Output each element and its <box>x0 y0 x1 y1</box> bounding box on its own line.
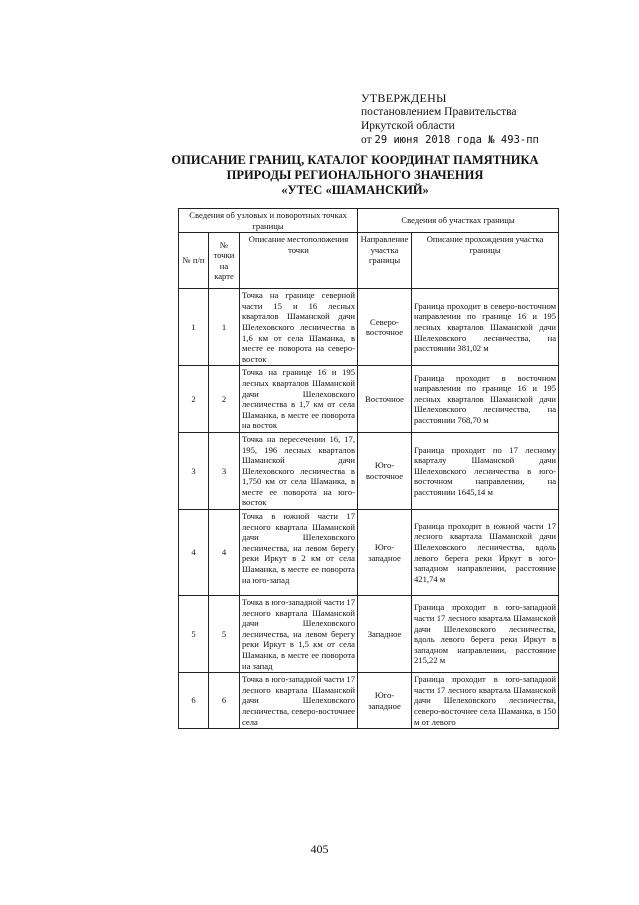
table-row <box>179 510 559 596</box>
table-row <box>179 289 559 366</box>
table-row <box>179 366 559 433</box>
approval-heading: УТВЕРЖДЕНЫ <box>361 91 447 105</box>
row-passage: Граница проходит в южной части 17 лесного квартала Шаманской дачи Шелеховского лесничества, вдоль левого берега реки Иркут в юго-западном направлении, расстояние 421,74 м <box>412 510 559 596</box>
row-direction: Восточное <box>358 366 412 433</box>
header-map-num: № точки на карте <box>209 233 240 289</box>
header-points-group: Сведения об узловых и поворотных точках границы <box>179 209 358 233</box>
page-number: 405 <box>310 842 329 856</box>
approval-line-2: Иркутской области <box>361 120 455 132</box>
title-line-1: ОПИСАНИЕ ГРАНИЦ, КАТАЛОГ КООРДИНАТ ПАМЯТНИКА <box>171 153 539 167</box>
row-passage: Граница проходит по 17 лесному кварталу Шаманской дачи Шелеховского лесничества в юго-восточном направлении, на расстоянии 1645,14 м <box>412 432 559 509</box>
row-num: 3 <box>179 432 209 509</box>
title-line-2: ПРИРОДЫ РЕГИОНАЛЬНОГО ЗНАЧЕНИЯ <box>226 168 484 182</box>
row-num: 6 <box>179 673 209 729</box>
row-map-num: 5 <box>209 596 240 673</box>
row-direction: Юго-восточное <box>358 432 412 509</box>
row-num: 1 <box>179 289 209 366</box>
approval-date-prefix: от <box>361 134 372 146</box>
table-column-header-row <box>179 233 559 289</box>
row-direction: Юго-западное <box>358 510 412 596</box>
row-location: Точка в южной части 17 лесного квартала Шаманской дачи Шелеховского лесничества, на левом берегу реки Иркут в 2 км от села Шаманка, в месте ее поворота на юго-запад <box>240 510 358 596</box>
approval-date-value: 29 июня 2018 года № 493-пп <box>374 134 539 146</box>
row-direction: Северо-восточное <box>358 289 412 366</box>
row-location: Точка на пересечении 16, 17, 195, 196 лесных кварталов Шаманской дачи Шелеховского лесничества в 1,750 км от села Шаманка, в месте ее поворота на юго-восток <box>240 432 358 509</box>
table-group-header-row <box>179 209 559 233</box>
row-direction: Западное <box>358 596 412 673</box>
row-map-num: 4 <box>209 510 240 596</box>
row-map-num: 1 <box>209 289 240 366</box>
row-num: 2 <box>179 366 209 433</box>
table-row <box>179 673 559 729</box>
row-num: 5 <box>179 596 209 673</box>
table-row <box>179 596 559 673</box>
row-location: Точка в юго-западной части 17 лесного квартала Шаманской дачи Шелеховского лесничества, на левом берегу реки Иркут в 1,5 км от села Шаманка, в месте ее поворота на запад <box>240 596 358 673</box>
row-passage: Граница проходит в юго-западной части 17 лесного квартала Шаманской дачи Шелеховского лесничества, северо-восточнее села Шаманка, в 150 м от левого <box>412 673 559 729</box>
row-map-num: 3 <box>209 432 240 509</box>
row-map-num: 2 <box>209 366 240 433</box>
row-passage: Граница проходит в восточном направлении по границе 16 и 195 лесных кварталов Шаманской дачи Шелеховского лесничества, на расстоянии 768,70 м <box>412 366 559 433</box>
row-location: Точка в юго-западной части 17 лесного квартала Шаманской дачи Шелеховского лесничества, северо-восточнее села <box>240 673 358 729</box>
header-passage: Описание прохождения участка границы <box>412 233 559 289</box>
table-row <box>179 432 559 509</box>
header-direction: Направление участка границы <box>358 233 412 289</box>
header-location: Описание местоположения точки <box>240 233 358 289</box>
approval-line-3 <box>361 133 571 147</box>
title-line-3: «УТЕС «ШАМАНСКИЙ» <box>281 183 429 197</box>
header-sections-group: Сведения об участках границы <box>358 209 559 233</box>
row-location: Точка на границе северной части 15 и 16 лесных кварталов Шаманской дачи Шелеховского лесничества в 1,6 км от села Шаманка, в месте ее поворота на северо-восток <box>240 289 358 366</box>
row-location: Точка на границе 16 и 195 лесных кварталов Шаманской дачи Шелеховского лесничества в 1,7 км от села Шаманка, в месте ее поворота на восток <box>240 366 358 433</box>
row-passage: Граница проходит в юго-западной части 17 лесного квартала Шаманской дачи Шелеховского лесничества, вдоль левого берега реки Иркут в западном направлении, расстояние 215,22 м <box>412 596 559 673</box>
approval-block <box>361 91 571 147</box>
row-passage: Граница проходит в северо-восточном направлении по границе 16 и 195 лесных кварталов Шаманской дачи Шелеховского лесничества, на расстоянии 381,02 м <box>412 289 559 366</box>
boundary-table <box>178 208 559 729</box>
document-title <box>150 153 560 198</box>
row-num: 4 <box>179 510 209 596</box>
header-num: № п/п <box>179 233 209 289</box>
row-map-num: 6 <box>209 673 240 729</box>
approval-line-1: постановлением Правительства <box>361 106 517 118</box>
row-direction: Юго-западное <box>358 673 412 729</box>
